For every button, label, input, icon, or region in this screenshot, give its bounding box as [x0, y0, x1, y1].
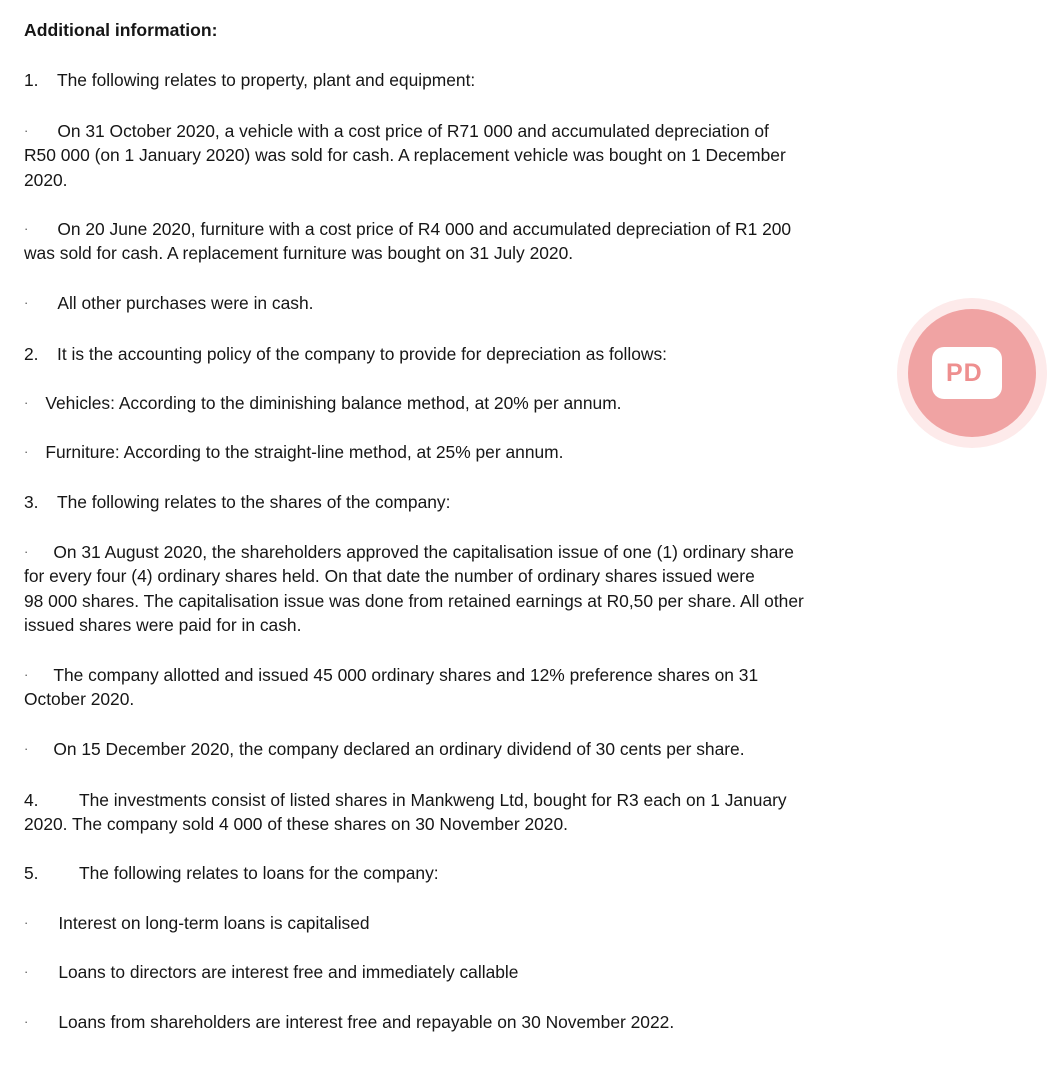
bullet-icon: · — [24, 123, 29, 138]
pdf-icon — [932, 347, 1002, 399]
bullet-text: All other purchases were in cash. — [57, 293, 314, 313]
section-heading: Additional information: — [24, 20, 218, 40]
bullet-text: On 15 December 2020, the company declared an ordinary dividend of 30 cents per share. — [53, 739, 745, 759]
bullet-text: Loans from shareholders are interest free and repayable on 30 November 2022. — [58, 1012, 675, 1032]
item-1-bullet-3 — [24, 291, 314, 315]
item-2-bullet-1 — [24, 391, 622, 415]
bullet-text: October 2020. — [24, 689, 135, 710]
pdf-badge-label: PD — [946, 358, 983, 387]
item-4-paragraph — [24, 788, 854, 837]
item-5-bullet-3 — [24, 1010, 674, 1034]
item-4-number: 4. — [24, 790, 39, 810]
bullet-icon: · — [24, 395, 29, 410]
item-5-bullet-1 — [24, 911, 370, 935]
bullet-text: 98 000 shares. The capitalisation issue was done from retained earnings at R0,50 per share. All other — [24, 590, 804, 611]
item-2-number: 2. — [24, 344, 39, 364]
bullet-icon: · — [24, 741, 29, 756]
item-3-bullet-2 — [24, 663, 854, 712]
bullet-icon: · — [24, 295, 29, 310]
bullet-text: The company allotted and issued 45 000 ordinary shares and 12% preference shares on 31 — [53, 665, 759, 685]
item-3-title: The following relates to the shares of the company: — [57, 492, 451, 512]
bullet-text: Interest on long-term loans is capitalised — [58, 913, 370, 933]
bullet-icon: · — [24, 667, 29, 682]
item-5-title: The following relates to loans for the company: — [79, 863, 439, 883]
bullet-icon: · — [24, 221, 29, 236]
item-1-bullet-2 — [24, 217, 854, 266]
bullet-icon: · — [24, 544, 29, 559]
bullet-text: Furniture: According to the straight-line method, at 25% per annum. — [45, 442, 564, 462]
bullet-text: Vehicles: According to the diminishing balance method, at 20% per annum. — [45, 393, 622, 413]
bullet-text: On 31 October 2020, a vehicle with a cost price of R71 000 and accumulated depreciation of — [57, 121, 769, 141]
item-3-title-line — [24, 490, 450, 514]
item-1-title-line — [24, 68, 475, 92]
bullet-icon: · — [24, 915, 29, 930]
item-3-bullet-3 — [24, 737, 745, 761]
bullet-text: 2020. — [24, 169, 68, 190]
bullet-icon: · — [24, 1014, 29, 1029]
item-3-bullet-1 — [24, 540, 864, 637]
pdf-app-badge[interactable] — [897, 298, 1047, 448]
item-5-number: 5. — [24, 863, 39, 883]
bullet-text: R50 000 (on 1 January 2020) was sold for cash. A replacement vehicle was bought on 1 December — [24, 145, 786, 166]
item-2-title: It is the accounting policy of the company to provide for depreciation as follows: — [57, 344, 667, 364]
bullet-text: On 31 August 2020, the shareholders approved the capitalisation issue of one (1) ordinary share — [53, 542, 794, 562]
item-5-bullet-2 — [24, 960, 518, 984]
bullet-text: On 20 June 2020, furniture with a cost price of R4 000 and accumulated depreciation of R1 200 — [57, 219, 792, 239]
item-5-title-line — [24, 861, 439, 885]
bullet-text: Loans to directors are interest free and immediately callable — [58, 962, 519, 982]
pdf-badge-ring — [908, 309, 1036, 437]
item-4-text: The investments consist of listed shares in Mankweng Ltd, bought for R3 each on 1 January — [79, 790, 787, 810]
bullet-text: was sold for cash. A replacement furniture was bought on 31 July 2020. — [24, 243, 574, 264]
item-1-title: The following relates to property, plant and equipment: — [57, 70, 476, 90]
item-4-text: 2020. The company sold 4 000 of these shares on 30 November 2020. — [24, 814, 568, 835]
bullet-text: for every four (4) ordinary shares held. On that date the number of ordinary shares issued were — [24, 566, 755, 587]
item-2-title-line — [24, 342, 667, 366]
item-2-bullet-2 — [24, 440, 563, 464]
item-3-number: 3. — [24, 492, 39, 512]
bullet-icon: · — [24, 964, 29, 979]
item-1-bullet-1 — [24, 119, 854, 192]
bullet-text: issued shares were paid for in cash. — [24, 614, 302, 635]
bullet-icon: · — [24, 444, 29, 459]
item-1-number: 1. — [24, 70, 39, 90]
